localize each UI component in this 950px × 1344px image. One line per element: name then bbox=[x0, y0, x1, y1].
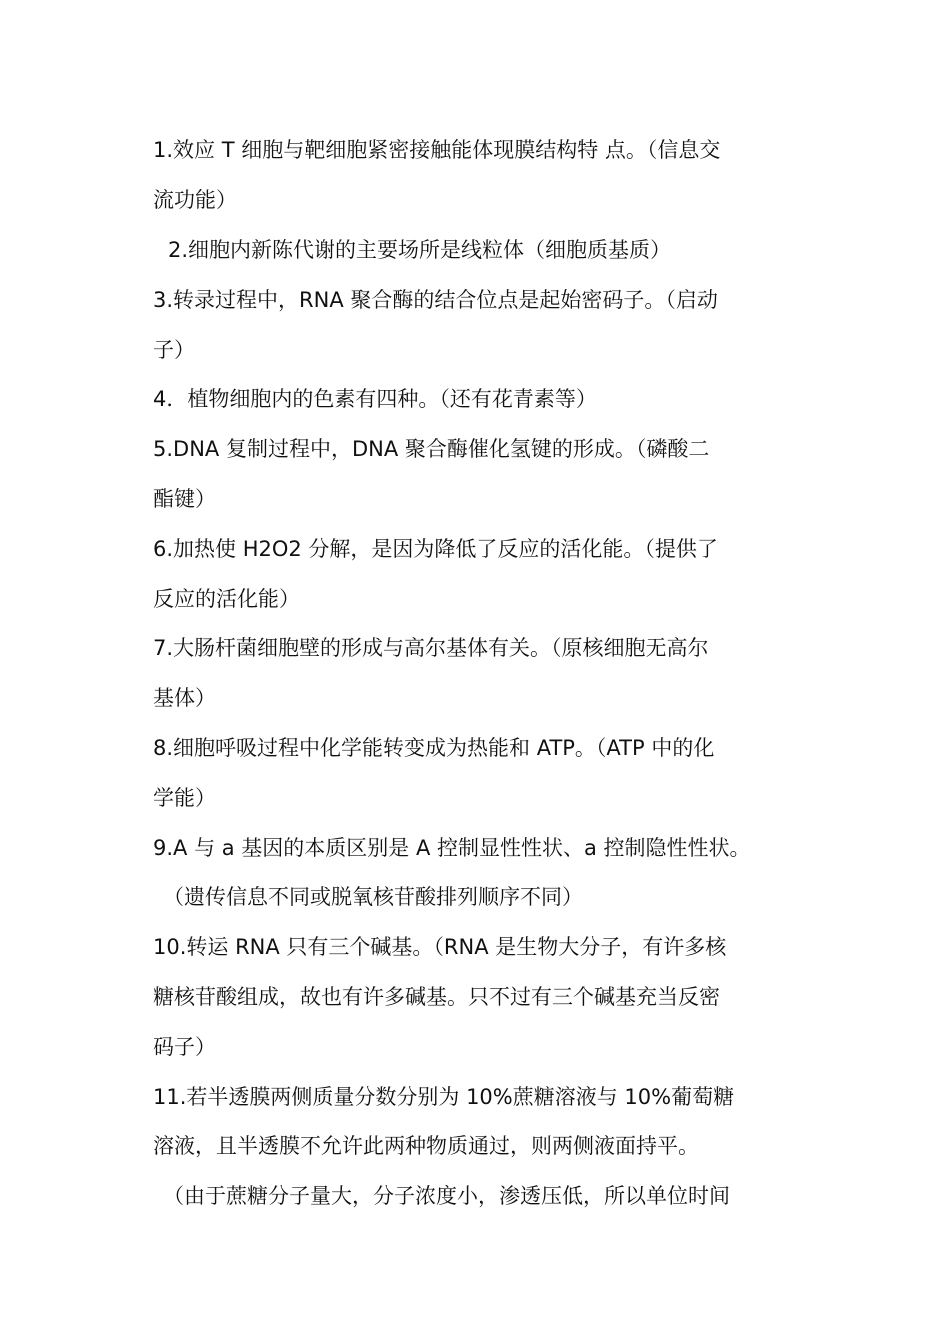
text-line: 4．植物细胞内的色素有四种。（还有花青素等） bbox=[153, 387, 597, 411]
text-line: 3.转录过程中，RNA 聚合酶的结合位点是起始密码子。（启动 bbox=[153, 288, 718, 312]
text-line: （遗传信息不同或脱氧核苷酸排列顺序不同） bbox=[163, 885, 583, 909]
text-line: 反应的活化能） bbox=[153, 587, 300, 611]
text-line: 10.转运 RNA 只有三个碱基。（RNA 是生物大分子，有许多核 bbox=[153, 935, 727, 959]
text-line: 6.加热使 H2O2 分解，是因为降低了反应的活化能。（提供了 bbox=[153, 537, 718, 561]
text-line: 7.大肠杆菌细胞壁的形成与高尔基体有关。（原核细胞无高尔 bbox=[153, 636, 709, 660]
text-line: 9.A 与 a 基因的本质区别是 A 控制显性性状、a 控制隐性性状。 bbox=[153, 836, 751, 860]
text-line: 1.效应 T 细胞与靶细胞紧密接触能体现膜结构特 点。（信息交 bbox=[153, 138, 721, 162]
text-line: 基体） bbox=[153, 686, 216, 710]
text-line: 酯键） bbox=[153, 487, 216, 511]
text-line: 码子） bbox=[153, 1035, 216, 1059]
text-line: （由于蔗糖分子量大，分子浓度小，渗透压低，所以单位时间 bbox=[163, 1184, 730, 1208]
text-line: 子） bbox=[153, 338, 195, 362]
text-line: 11.若半透膜两侧质量分数分别为 10%蔗糖溶液与 10%葡萄糖 bbox=[153, 1085, 735, 1109]
text-line: 5.DNA 复制过程中，DNA 聚合酶催化氢键的形成。（磷酸二 bbox=[153, 437, 710, 461]
text-line: 流功能） bbox=[153, 188, 237, 212]
text-line: 糖核苷酸组成，故也有许多碱基。只不过有三个碱基充当反密 bbox=[153, 985, 720, 1009]
text-line: 8.细胞呼吸过程中化学能转变成为热能和 ATP。（ATP 中的化 bbox=[153, 736, 715, 760]
text-line: 学能） bbox=[153, 786, 216, 810]
text-line: 溶液，且半透膜不允许此两种物质通过，则两侧液面持平。 bbox=[153, 1134, 699, 1158]
text-line: 2.细胞内新陈代谢的主要场所是线粒体（细胞质基质） bbox=[168, 238, 672, 262]
